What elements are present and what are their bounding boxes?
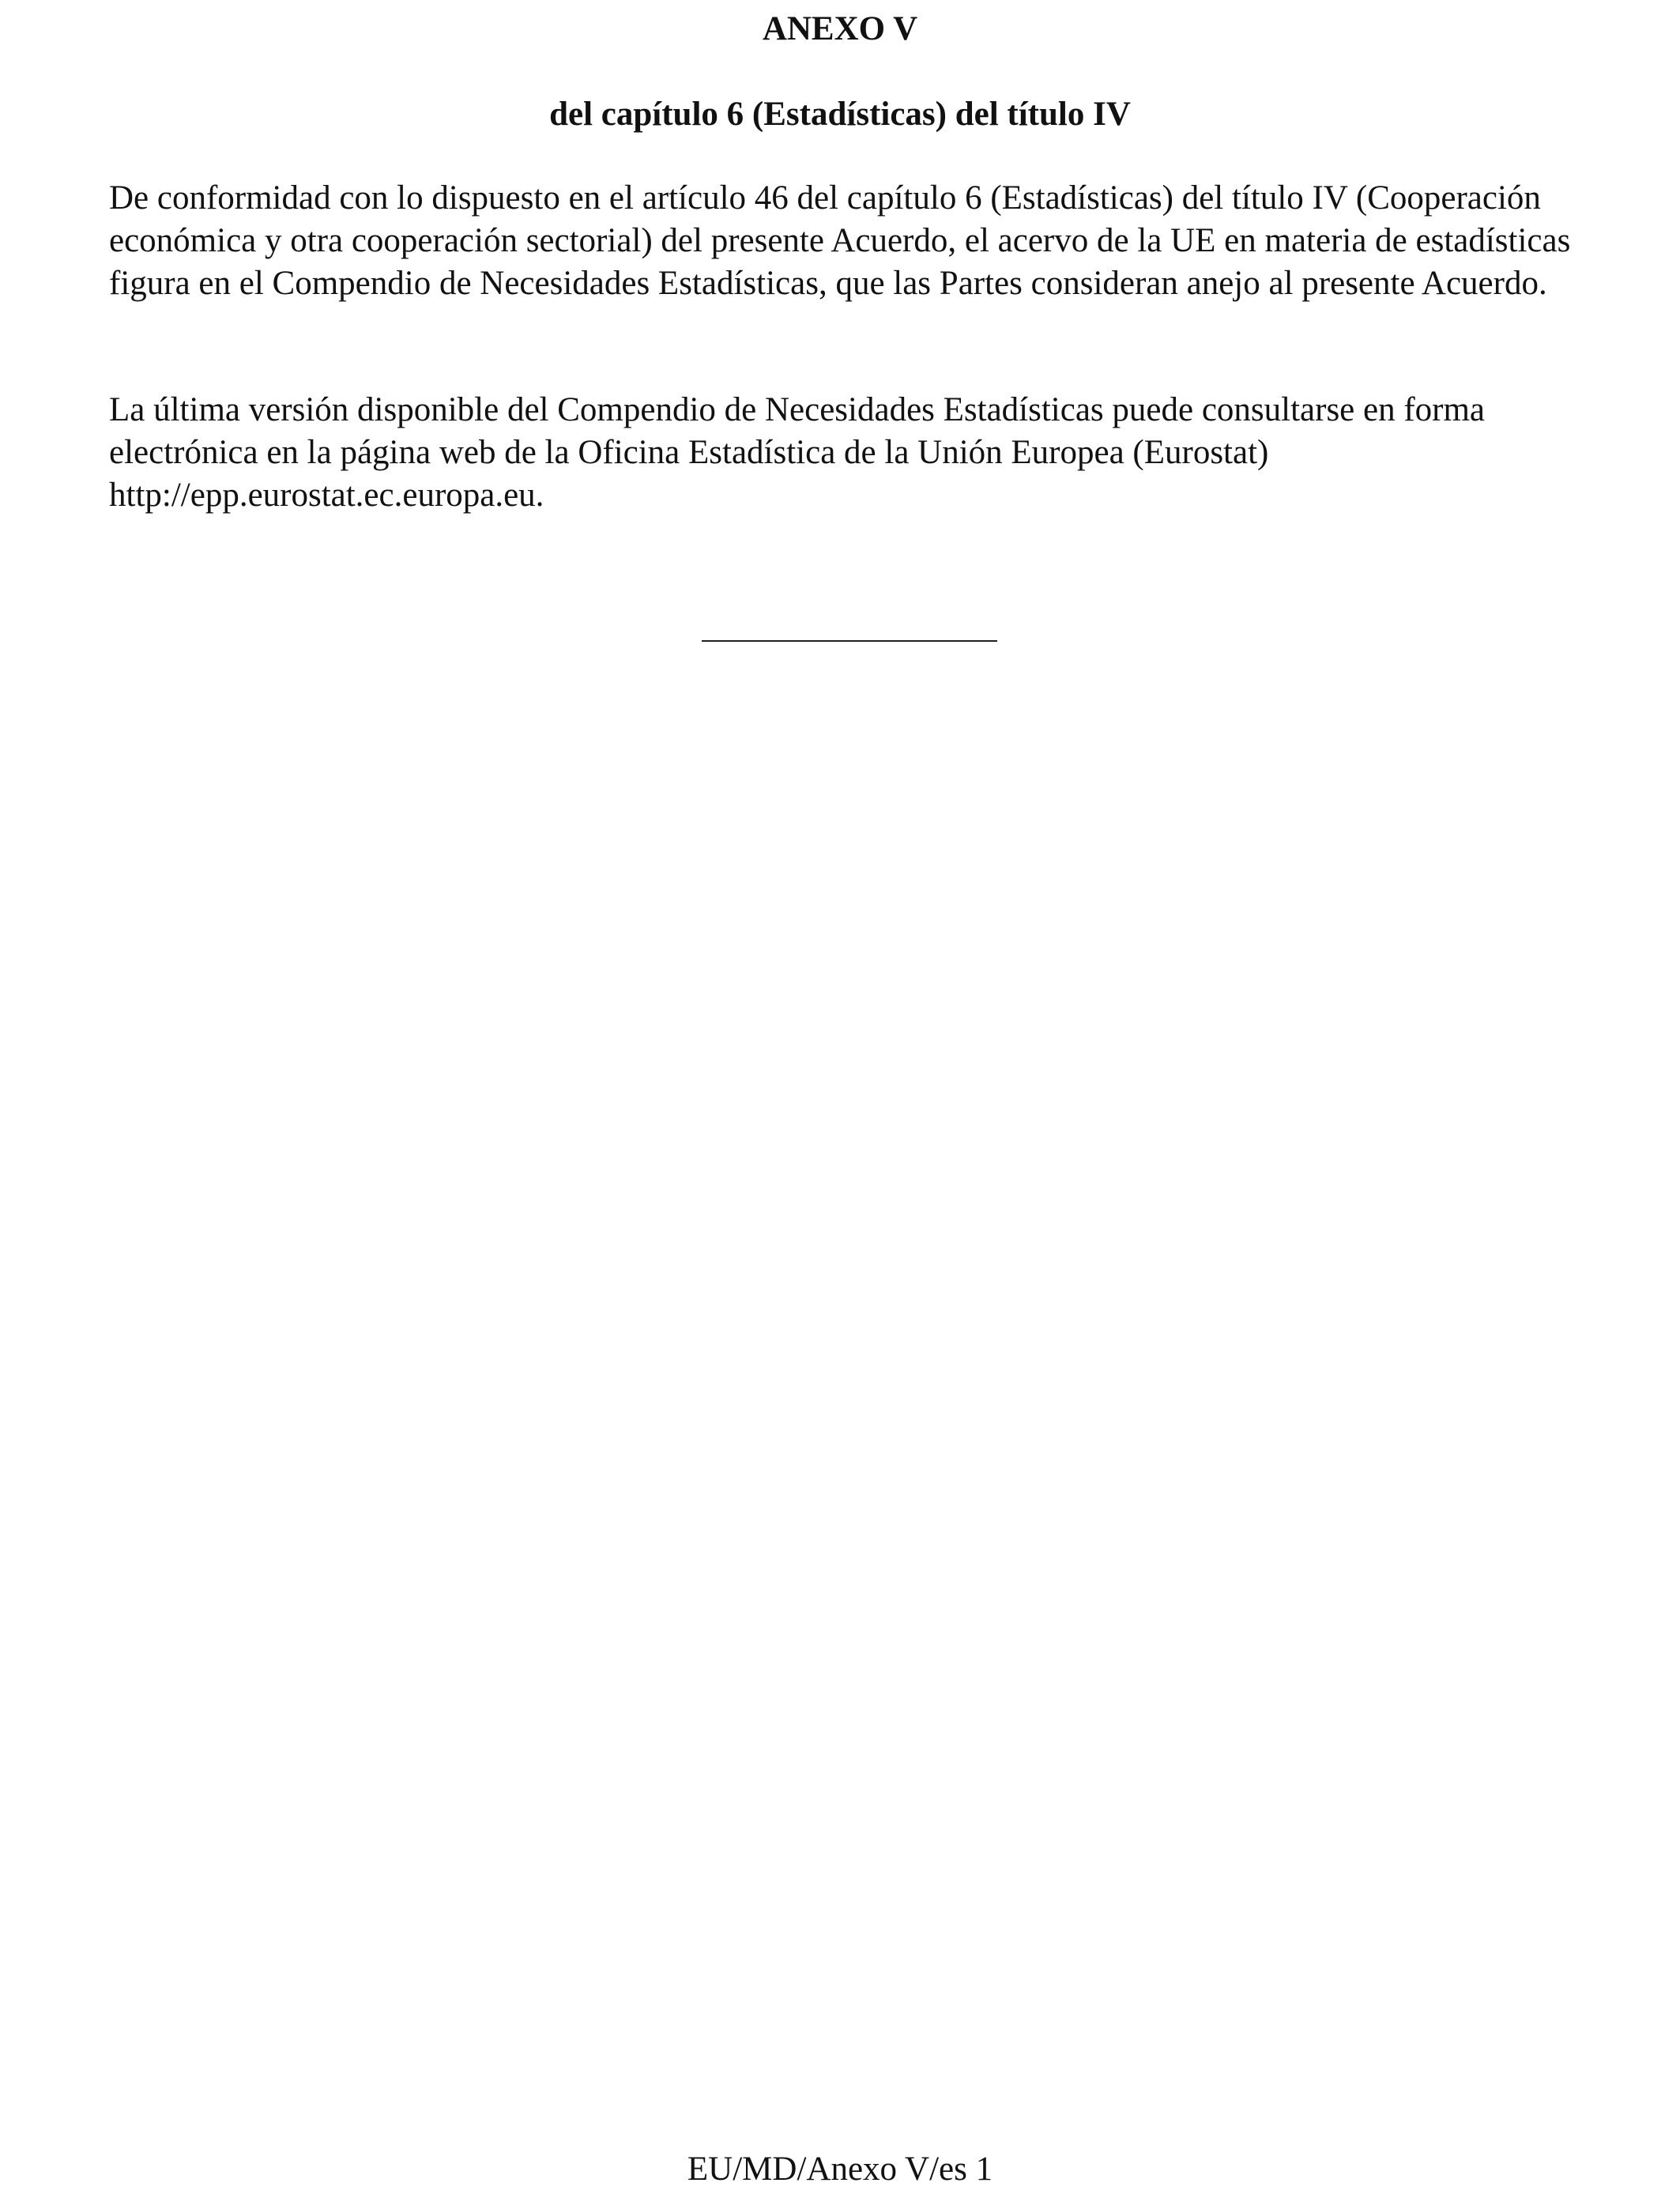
- page-footer: EU/MD/Anexo V/es 1: [687, 2151, 993, 2188]
- page-title: ANEXO V: [762, 10, 918, 47]
- section-separator: [702, 640, 997, 642]
- body-paragraph: De conformidad con lo dispuesto en el artículo 46 del capítulo 6 (Estadísticas) del título IV (Cooperación económica y otra cooperación sectorial) del presente Acuerdo, el acervo de la UE en materia de estadísticas figura en el Compendio de Necesidades Estadísticas, que las Partes consideran anejo al presente Acuerdo.: [109, 179, 1571, 302]
- page-subtitle: del capítulo 6 (Estadísticas) del título IV: [549, 96, 1131, 133]
- body-paragraph: La última versión disponible del Compendio de Necesidades Estadísticas puede consultarse en forma electrónica en la página web de la Oficina Estadística de la Unión Europea (Eurostat) http://epp.eurostat.ec.europa.eu.: [109, 391, 1486, 514]
